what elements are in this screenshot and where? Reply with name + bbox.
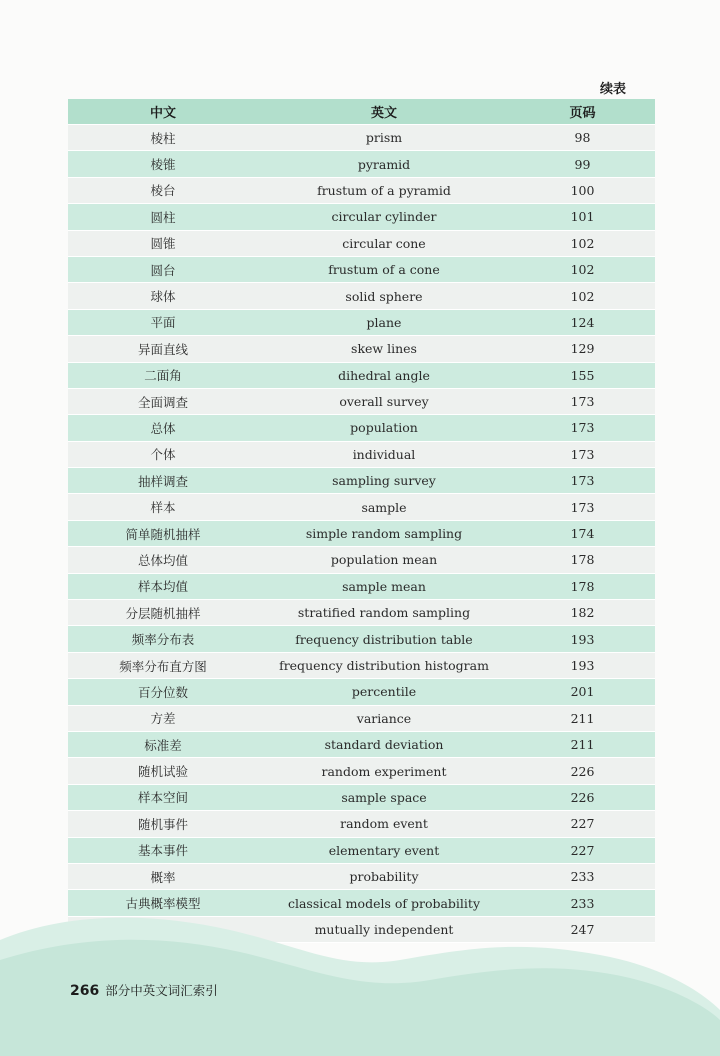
cell-chinese: 频率分布表 [131, 632, 195, 648]
table-row [68, 706, 655, 732]
cell-chinese: 棱柱 [150, 130, 176, 146]
cell-page: 100 [570, 182, 595, 198]
cell-chinese: 球体 [150, 289, 176, 305]
cell-page: 178 [570, 578, 595, 594]
cell-english: stratified random sampling [297, 605, 471, 621]
cell-english: prism [365, 130, 403, 146]
cell-chinese: 概率 [150, 869, 176, 885]
header-chinese: 中文 [149, 106, 176, 121]
table-row [68, 838, 655, 864]
header-english: 英文 [370, 106, 397, 121]
cell-page: 201 [570, 684, 595, 700]
cell-english: plane [366, 314, 402, 330]
cell-chinese: 古典概率模型 [125, 896, 201, 912]
cell-chinese: 标准差 [144, 737, 182, 753]
cell-page: 99 [574, 156, 591, 172]
cell-english: frustum of a pyramid [317, 182, 451, 198]
table-row [68, 679, 655, 705]
page-footer [70, 981, 218, 999]
cell-page: 98 [574, 130, 591, 146]
cell-page: 226 [570, 763, 595, 779]
cell-english: sample space [341, 789, 427, 805]
decorative-wave [0, 900, 720, 1056]
cell-english: standard deviation [324, 737, 444, 753]
table-row [68, 547, 655, 573]
table-row [68, 442, 655, 468]
cell-chinese: 二面角 [144, 368, 182, 384]
cell-english: classical models of probability [287, 895, 481, 911]
table-row [68, 231, 655, 257]
table-row [68, 864, 655, 890]
table-row [68, 204, 655, 230]
table-row [68, 415, 655, 441]
cell-page: 227 [570, 842, 595, 858]
cell-page: 155 [570, 367, 595, 383]
table-row [68, 283, 655, 309]
table-row [68, 521, 655, 547]
cell-chinese: 平面 [150, 315, 176, 331]
table-row [68, 494, 655, 520]
cell-page: 193 [570, 631, 595, 647]
cell-chinese: 圆台 [150, 262, 176, 278]
cell-page: 233 [570, 869, 595, 885]
cell-english: probability [349, 869, 419, 885]
cell-page: 173 [570, 499, 595, 515]
cell-english: dihedral angle [338, 367, 430, 383]
table-row [68, 574, 655, 600]
cell-page: 178 [570, 552, 595, 568]
cell-page: 247 [570, 921, 595, 937]
cell-page: 102 [570, 288, 595, 304]
cell-chinese: 频率分布直方图 [119, 658, 207, 674]
cell-page: 211 [570, 737, 595, 753]
cell-chinese: 分层随机抽样 [125, 605, 201, 621]
cell-english: circular cylinder [331, 209, 437, 225]
cell-page: 129 [570, 341, 595, 357]
cell-page: 102 [570, 262, 595, 278]
table-row [68, 363, 655, 389]
cell-chinese: 抽样调查 [137, 473, 188, 489]
table-row [68, 336, 655, 362]
section-title: 部分中英文词汇索引 [105, 983, 218, 998]
cell-english: percentile [351, 684, 417, 700]
vocabulary-table [68, 99, 655, 943]
table-header-row [68, 99, 655, 125]
cell-chinese: 个体 [150, 447, 176, 463]
cell-english: solid sphere [345, 288, 423, 304]
cell-page: 226 [570, 789, 595, 805]
cell-chinese: 棱台 [150, 183, 176, 199]
header-page: 页码 [569, 106, 596, 121]
cell-page: 101 [570, 209, 595, 225]
cell-chinese: 基本事件 [137, 843, 188, 859]
cell-page: 102 [570, 235, 595, 251]
cell-page: 211 [570, 710, 595, 726]
table-row [68, 468, 655, 494]
cell-chinese: 全面调查 [137, 394, 188, 410]
cell-english: pyramid [357, 156, 411, 172]
cell-chinese: 圆柱 [150, 209, 176, 225]
cell-english: frequency distribution histogram [279, 658, 489, 673]
cell-english: individual [352, 446, 416, 462]
cell-chinese: 随机事件 [137, 816, 188, 832]
cell-page: 227 [570, 816, 595, 832]
cell-english: circular cone [342, 235, 426, 251]
cell-page: 173 [570, 420, 595, 436]
cell-english: random event [340, 816, 428, 832]
cell-english: elementary event [328, 842, 440, 858]
cell-english: sample mean [342, 578, 426, 594]
cell-chinese: 简单随机抽样 [125, 526, 201, 542]
table-row [68, 758, 655, 784]
cell-page: 182 [570, 605, 595, 621]
cell-chinese: 棱锥 [150, 157, 176, 173]
continued-label: 续表 [599, 82, 626, 97]
cell-page: 173 [570, 446, 595, 462]
cell-chinese: 总体 [150, 420, 176, 436]
table-row [68, 310, 655, 336]
cell-english: sample [361, 499, 407, 515]
table-row [68, 653, 655, 679]
cell-chinese: 总体均值 [137, 552, 188, 568]
table-row [68, 732, 655, 758]
cell-page: 233 [570, 895, 595, 911]
cell-english: population [350, 420, 418, 436]
cell-chinese: 方差 [150, 711, 176, 727]
cell-english: overall survey [339, 394, 429, 410]
table-row [68, 151, 655, 177]
cell-page: 173 [570, 473, 595, 489]
table-body [68, 125, 655, 943]
table-row [68, 257, 655, 283]
cell-chinese: 百分位数 [137, 684, 188, 700]
table-row [68, 178, 655, 204]
table-row [68, 785, 655, 811]
table-row [68, 600, 655, 626]
cell-page: 173 [570, 394, 595, 410]
cell-english: simple random sampling [305, 526, 463, 542]
cell-chinese: 样本 [150, 500, 176, 516]
cell-english: sampling survey [332, 473, 436, 489]
table-row [68, 389, 655, 415]
cell-page: 193 [570, 658, 595, 673]
cell-english: frustum of a cone [328, 262, 440, 278]
cell-page: 174 [570, 526, 595, 542]
cell-chinese: 样本均值 [137, 579, 188, 595]
table-row [68, 811, 655, 837]
cell-chinese: 随机试验 [137, 764, 188, 780]
cell-english: frequency distribution table [295, 631, 473, 647]
cell-english: variance [356, 710, 412, 726]
cell-chinese: 样本空间 [137, 790, 188, 806]
cell-english: mutually independent [314, 921, 454, 937]
page-number: 266 [70, 983, 100, 999]
cell-english: skew lines [351, 341, 417, 357]
cell-chinese: 异面直线 [137, 341, 188, 357]
cell-chinese: 圆锥 [150, 236, 176, 252]
table-row [68, 125, 655, 151]
table-row [68, 626, 655, 652]
cell-english: random experiment [321, 763, 447, 779]
cell-page: 124 [570, 314, 595, 330]
cell-english: population mean [330, 552, 438, 568]
